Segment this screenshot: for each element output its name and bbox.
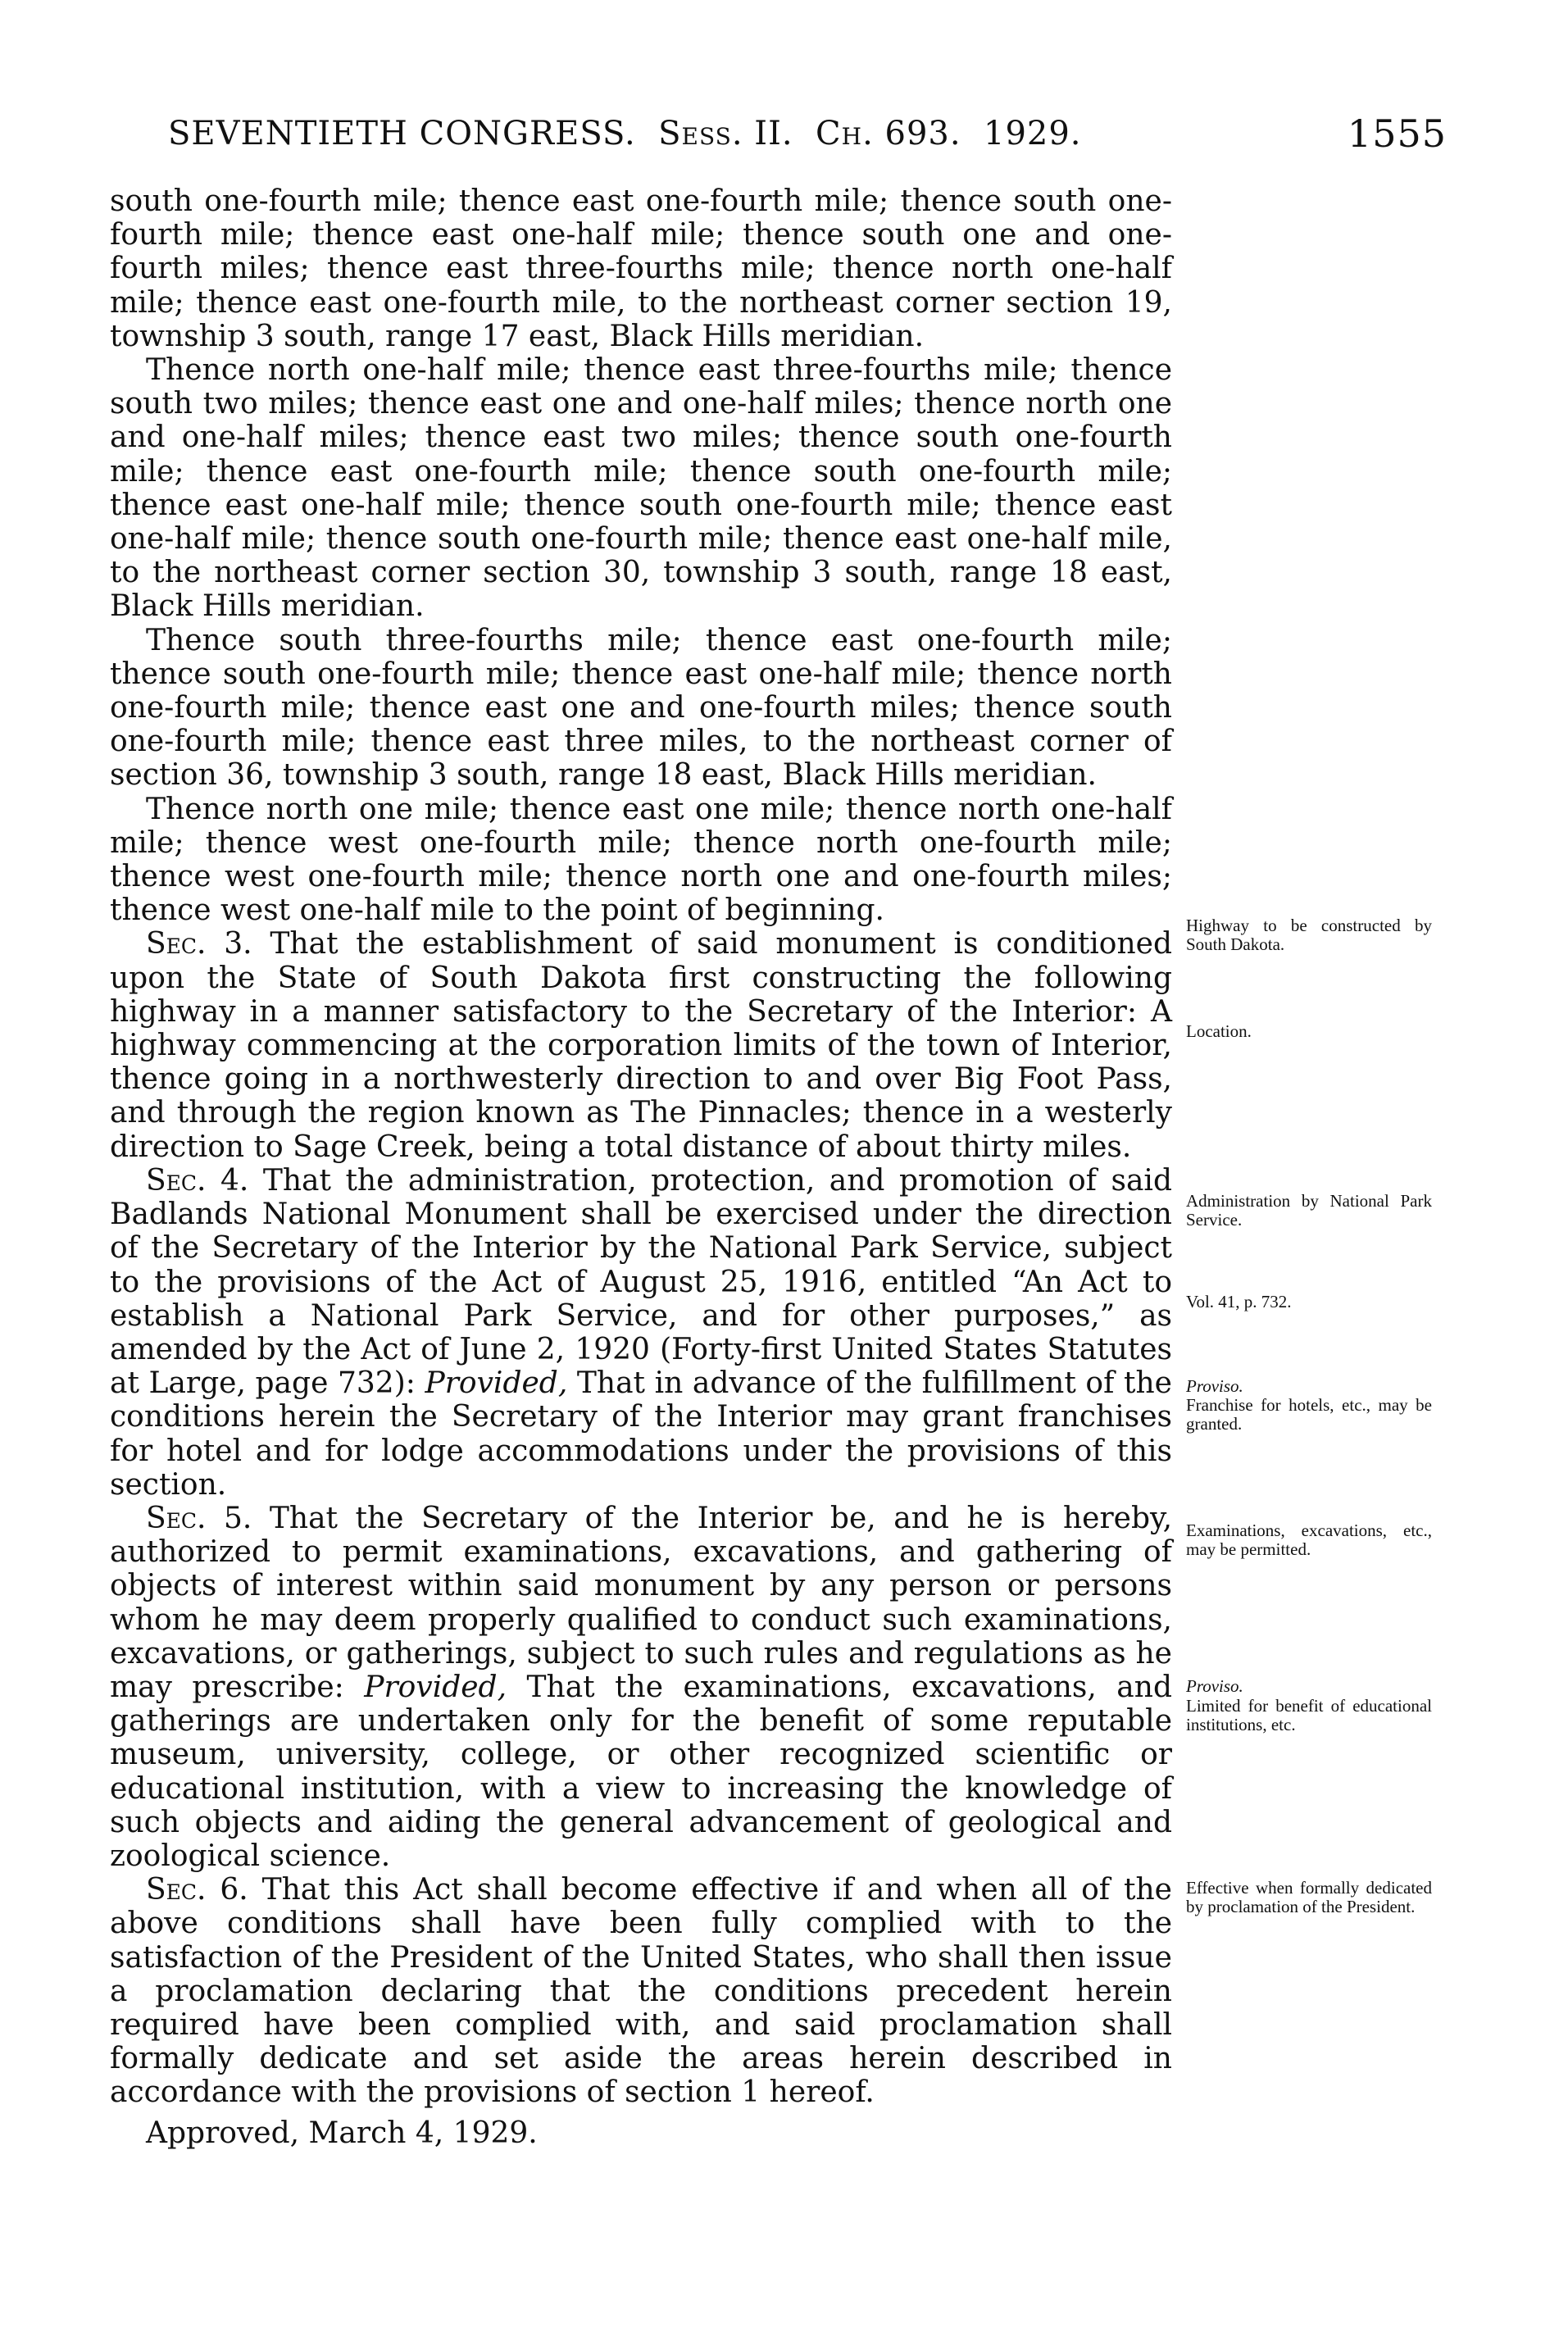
margin-note-administration: Administration by National Park Service.: [1186, 1191, 1432, 1230]
section-5: [110, 1502, 1172, 1873]
margin-note-effective: Effective when formally dedicated by proclamation of the President.: [1186, 1878, 1432, 1916]
margin-note-franchise: Franchise for hotels, etc., may be granted.: [1186, 1395, 1432, 1434]
boundary-paragraph-2: Thence north one-half mile; thence east three-fourths mile; thence south two miles; thence east one and one-half miles; thence north one and one-half miles; thence east two miles; thence south one-fourth mile; thence east one-fourth mile; thence south one-fourth mile; thence east one-half mile; thence south one-fourth mile; thence east one-half mile; thence south one-fourth mile; thence east one-half mile, to the northeast corner section 30, township 3 south, range 18 east, Black Hills meridian.: [110, 353, 1172, 624]
year-label: 1929.: [984, 115, 1082, 152]
chapter-label: Ch. 693.: [816, 115, 961, 152]
page-number: 1555: [1347, 111, 1447, 156]
section-3: [110, 927, 1172, 1163]
boundary-paragraph-1: south one-fourth mile; thence east one-fourth mile; thence south one-fourth mile; thence east one-half mile; thence south one and one-fourth miles; thence east three-fourths mile; thence north one-half mile; thence east one-fourth mile, to the northeast corner section 19, township 3 south, range 17 east, Black Hills meridian.: [110, 184, 1172, 353]
section-6-label: Sec. 6.: [146, 1873, 248, 1907]
section-5-provided: Provided,: [364, 1670, 507, 1704]
margin-note-proviso-1: Proviso.: [1186, 1376, 1243, 1396]
margin-note-examinations: Examinations, excavations, etc., may be permitted.: [1186, 1521, 1432, 1559]
approval-line: Approved, March 4, 1929.: [146, 2116, 538, 2150]
section-3-label: Sec. 3.: [146, 927, 252, 961]
section-6-text: That this Act shall become effective if and when all of the above conditions shall have been fully complied with to the satisfaction of the President of the United States, who shall then issue a proclamation declaring that the conditions precedent herein required have been complied with, and said proclamation shall formally dedicate and set aside the areas herein described in accordance with the provisions of section 1 hereof.: [110, 1873, 1172, 2110]
section-4-text-b: That in advance of the fulfillment of the conditions herein the Secretary of the Interior may grant franchises for hotel and for lodge accommodations under the provisions of this section.: [110, 1366, 1172, 1502]
section-4-text-a: That the administration, protection, and promotion of said Badlands National Monument shall be exercised under the direction of the Secretary of the Interior by the National Park Service, subject to the provisions of the Act of August 25, 1916, entitled “An Act to establish a National Park Service, and for other purposes,” as amended by the Act of June 2, 1920 (Forty-first United States Statutes at Large, page 732):: [110, 1163, 1172, 1401]
section-5-label: Sec. 5.: [146, 1501, 252, 1535]
section-6: [110, 1873, 1172, 2109]
margin-note-limited: Limited for benefit of educational institutions, etc.: [1186, 1696, 1432, 1734]
boundary-paragraph-4: Thence north one mile; thence east one mile; thence north one-half mile; thence west one-fourth mile; thence north one-fourth mile; thence west one-fourth mile; thence north one and one-fourth miles; thence west one-half mile to the point of beginning.: [110, 792, 1172, 928]
margin-note-location: Location.: [1186, 1021, 1252, 1041]
running-head: [168, 109, 1447, 158]
section-4-label: Sec. 4.: [146, 1163, 249, 1198]
margin-note-proviso-2: Proviso.: [1186, 1676, 1243, 1696]
session-label: Sess. II.: [658, 115, 793, 152]
running-head-title: [168, 109, 1082, 158]
statute-body: [110, 184, 1172, 2150]
boundary-paragraph-3: Thence south three-fourths mile; thence east one-fourth mile; thence south one-fourth mile; thence east one-half mile; thence north one-fourth mile; thence east one and one-fourth miles; thence south one-fourth mile; thence east three miles, to the northeast corner of section 36, township 3 south, range 18 east, Black Hills meridian.: [110, 623, 1172, 793]
section-4: [110, 1164, 1172, 1502]
margin-note-highway: Highway to be constructed by South Dakota.: [1186, 916, 1432, 954]
section-5-text-b: That the examinations, excavations, and gatherings are undertaken only for the benefit of some reputable museum, university, college, or other recognized scientific or educational institution, with a view to increasing the knowledge of such objects and aiding the general advancement of geological and zoological science.: [110, 1670, 1172, 1873]
margin-note-volume-reference: Vol. 41, p. 732.: [1186, 1292, 1292, 1311]
section-4-provided: Provided,: [425, 1366, 568, 1401]
section-3-text: That the establishment of said monument is conditioned upon the State of South Dakota first constructing the following highway in a manner satisfactory to the Secretary of the Interior: A highway commencing at the corporation limits of the town of Interior, thence going in a northwesterly direction to and over Big Foot Pass, and through the region known as The Pinnacles; thence in a westerly direction to Sage Creek, being a total distance of about thirty miles.: [110, 927, 1173, 1164]
section-5-text-a: That the Secretary of the Interior be, and he is hereby, authorized to permit examinations, excavations, and gathering of objects of interest within said monument by any person or persons whom he may deem properly qualified to conduct such examinations, excavations, or gatherings, subject to such rules and regulations as he may prescribe:: [110, 1501, 1173, 1704]
congress-title: SEVENTIETH CONGRESS.: [168, 115, 636, 152]
